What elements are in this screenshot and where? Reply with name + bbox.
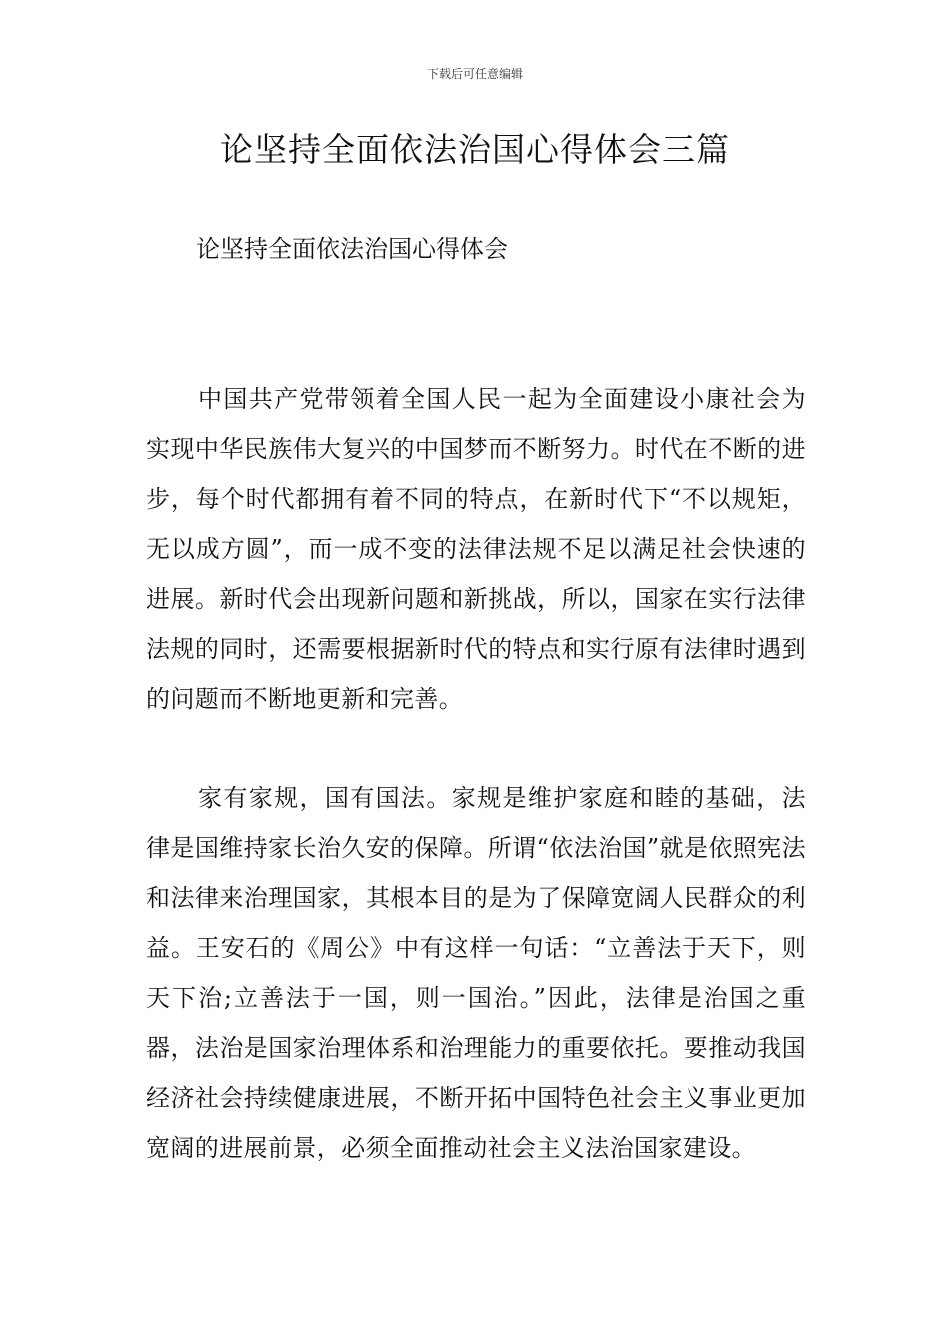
body-paragraph-1: 中国共产党带领着全国人民一起为全面建设小康社会为实现中华民族伟大复兴的中国梦而不断努力。时代在不断的进步，每个时代都拥有着不同的特点，在新时代下“不以规矩，无以成方圆”，而一成不变的法律法规不足以满足社会快速的进展。新时代会出现新问题和新挑战，所以，国家在实行法律法规的同时，还需要根据新时代的特点和实行原有法律时遇到的问题而不断地更新和完善。 xyxy=(146,385,806,713)
header-note: 下载后可任意编辑 xyxy=(426,67,523,81)
document-title: 论坚持全面依法治国心得体会三篇 xyxy=(220,130,730,169)
body-paragraph-2: 家有家规，国有国法。家规是维护家庭和睦的基础，法律是国维持家长治久安的保障。所谓“依法治国”就是依照宪法和法律来治理国家，其根本目的是为了保障宽阔人民群众的利益。王安石的《周公》中有这样一句话：“立善法于天下，则天下治;立善法于一国，则一国治。”因此，法律是治国之重器，法治是国家治理体系和治理能力的重要依托。要推动我国经济社会持续健康进展，不断开拓中国特色社会主义事业更加宽阔的进展前景，必须全面推动社会主义法治国家建设。 xyxy=(146,784,806,1162)
document-subtitle: 论坚持全面依法治国心得体会 xyxy=(196,235,508,263)
